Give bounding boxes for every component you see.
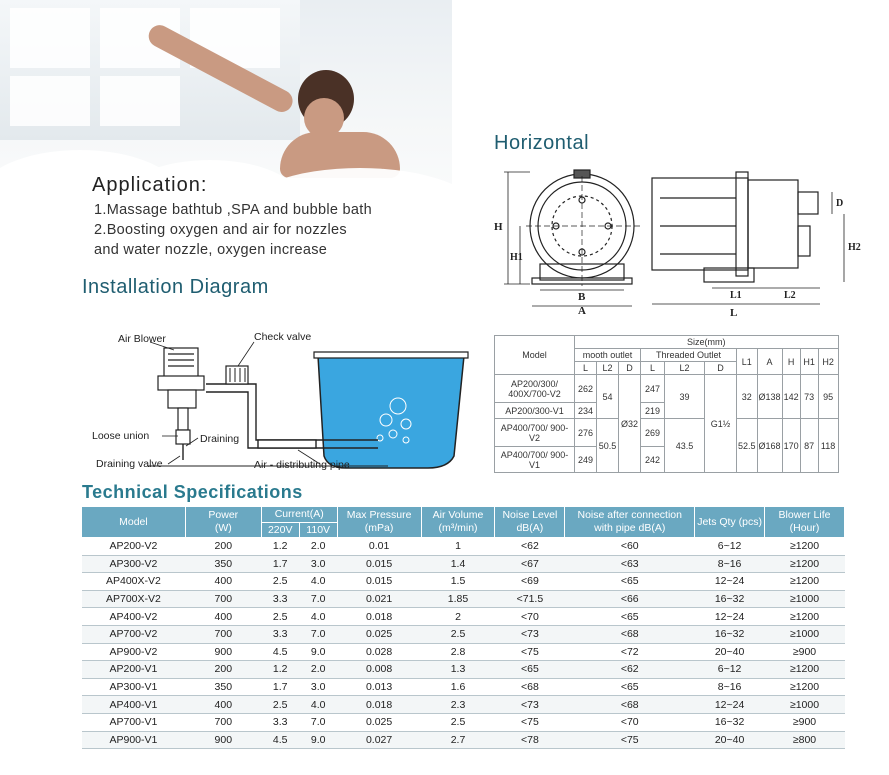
spec-cell: 1.2 [261, 661, 299, 679]
spec-cell-model: AP400-V2 [82, 608, 186, 626]
size-sub-l2-threaded: L2 [665, 362, 705, 375]
spec-cell: ≥1200 [765, 555, 845, 573]
dim-h1: H1 [510, 252, 523, 263]
spec-cell: 0.028 [337, 643, 421, 661]
dim-l1: L1 [730, 290, 742, 301]
spec-row [82, 608, 845, 626]
front-view [526, 170, 640, 286]
spec-cell: ≥1200 [765, 661, 845, 679]
spec-cell-model: AP400-V1 [82, 696, 186, 714]
size-sub-l-threaded: L [641, 362, 665, 375]
spec-cell: 400 [185, 696, 261, 714]
size-sub-l2: L2 [597, 362, 619, 375]
dim-d: D [836, 198, 844, 209]
spec-cell: <71.5 [495, 590, 565, 608]
size-cell: 52.5 [737, 419, 758, 473]
spec-cell: 0.013 [337, 678, 421, 696]
size-cell: Ø32 [619, 375, 641, 473]
spec-cell: <68 [565, 625, 695, 643]
spec-row [82, 643, 845, 661]
air-blower-icon [158, 348, 204, 444]
spec-cell: 6~12 [695, 538, 765, 556]
spec-cell: ≥800 [765, 731, 845, 749]
spec-cell: 400 [185, 573, 261, 591]
spec-cell: 7.0 [299, 590, 337, 608]
side-view [652, 172, 818, 282]
spec-cell: <65 [565, 678, 695, 696]
spec-cell: 2.5 [261, 696, 299, 714]
size-cell: 276 [575, 419, 597, 447]
spec-cell-model: AP700-V2 [82, 625, 186, 643]
spec-cell: 0.015 [337, 555, 421, 573]
spec-cell: 2.0 [299, 661, 337, 679]
spec-cell: <65 [495, 661, 565, 679]
size-cell: 219 [641, 403, 665, 419]
size-cell: 32 [737, 375, 758, 419]
spec-row [82, 678, 845, 696]
spec-cell: 1.7 [261, 555, 299, 573]
spec-cell: 8~16 [695, 678, 765, 696]
bathtub [318, 356, 464, 468]
spec-cell: 1.85 [421, 590, 495, 608]
spec-cell: 0.025 [337, 625, 421, 643]
spec-cell: 8~16 [695, 555, 765, 573]
spec-cell: ≥1000 [765, 696, 845, 714]
bath-photo [0, 0, 452, 272]
spec-row [82, 625, 845, 643]
spec-cell: <72 [565, 643, 695, 661]
spec-header-model: Model [82, 507, 186, 538]
spec-cell: <70 [565, 713, 695, 731]
size-cell: G1½ [705, 375, 737, 473]
dim-h: H [494, 221, 503, 233]
size-cell: Ø138 [757, 375, 782, 419]
spec-cell: 900 [185, 731, 261, 749]
size-cell: 39 [665, 375, 705, 419]
spec-cell: 7.0 [299, 713, 337, 731]
spec-cell: 0.015 [337, 573, 421, 591]
size-sub-d: D [619, 362, 641, 375]
size-model: AP200/300-V1 [495, 403, 575, 419]
size-header-a: A [757, 349, 782, 375]
spec-cell-model: AP900-V1 [82, 731, 186, 749]
spec-cell: 4.0 [299, 573, 337, 591]
spec-cell: 0.008 [337, 661, 421, 679]
spec-cell: 7.0 [299, 625, 337, 643]
spec-cell: 200 [185, 661, 261, 679]
spec-cell: 700 [185, 590, 261, 608]
spec-header-life: Blower Life (Hour) [765, 507, 845, 538]
spec-cell: <68 [565, 696, 695, 714]
spec-cell: <65 [565, 573, 695, 591]
spec-cell: 3.0 [299, 678, 337, 696]
size-model: AP400/700/ 900-V1 [495, 447, 575, 473]
application-line-1: 1.Massage bathtub ,SPA and bubble bath [94, 202, 372, 218]
spec-table-body [82, 538, 845, 749]
horizontal-title: Horizontal [494, 132, 590, 154]
spec-cell: <73 [495, 625, 565, 643]
spec-cell: 1.5 [421, 573, 495, 591]
spec-row [82, 590, 845, 608]
spec-cell: 1.2 [261, 538, 299, 556]
label-draining: Draining [200, 433, 240, 445]
spec-cell: 16~32 [695, 713, 765, 731]
size-cell: 87 [800, 419, 818, 473]
size-header-size: Size(mm) [575, 336, 839, 349]
spec-header-current: Current(A) [261, 507, 337, 523]
spec-row [82, 731, 845, 749]
spec-header-pressure: Max Pressure (mPa) [337, 507, 421, 538]
spec-cell: 900 [185, 643, 261, 661]
dim-b: B [578, 291, 586, 303]
spec-row [82, 555, 845, 573]
spec-cell: <78 [495, 731, 565, 749]
label-draining-valve: Draining valve [96, 458, 163, 470]
spec-row [82, 713, 845, 731]
spec-header-noise-pipe: Noise after connection with pipe dB(A) [565, 507, 695, 538]
spec-row [82, 573, 845, 591]
size-cell: 234 [575, 403, 597, 419]
spec-cell: 20~40 [695, 731, 765, 749]
size-cell: 262 [575, 375, 597, 403]
spec-cell: 9.0 [299, 731, 337, 749]
label-air-blower: Air Blower [118, 333, 166, 345]
spec-cell: 9.0 [299, 643, 337, 661]
dim-l2: L2 [784, 290, 796, 301]
size-header-h: H [782, 349, 800, 375]
spec-cell: 2.0 [299, 538, 337, 556]
spec-cell: 2.5 [421, 625, 495, 643]
spec-cell: 1.4 [421, 555, 495, 573]
spec-cell-model: AP900-V2 [82, 643, 186, 661]
spec-cell: <60 [565, 538, 695, 556]
horizontal-drawing [490, 168, 870, 318]
spec-cell: <75 [565, 731, 695, 749]
spec-header-power: Power (W) [185, 507, 261, 538]
window-backdrop [0, 0, 300, 140]
size-header-h1: H1 [800, 349, 818, 375]
spec-cell: <66 [565, 590, 695, 608]
spec-cell: 3.3 [261, 713, 299, 731]
spec-cell: 4.0 [299, 696, 337, 714]
spec-cell: 400 [185, 608, 261, 626]
spec-cell: ≥900 [765, 643, 845, 661]
size-table [494, 335, 839, 473]
spec-cell: 0.018 [337, 608, 421, 626]
size-header-h2: H2 [818, 349, 838, 375]
spec-cell: 2.5 [261, 608, 299, 626]
spec-cell: <62 [495, 538, 565, 556]
spec-cell: ≥1000 [765, 590, 845, 608]
application-line-3: and water nozzle, oxygen increase [94, 242, 328, 258]
spec-cell-model: AP200-V2 [82, 538, 186, 556]
spec-cell-model: AP200-V1 [82, 661, 186, 679]
spec-cell: 20~40 [695, 643, 765, 661]
size-cell: 54 [597, 375, 619, 419]
dim-h2: H2 [848, 242, 861, 253]
size-header-model: Model [495, 336, 575, 375]
spec-cell-model: AP700X-V2 [82, 590, 186, 608]
spec-cell: 0.027 [337, 731, 421, 749]
spec-cell: 200 [185, 538, 261, 556]
spec-cell: ≥1000 [765, 625, 845, 643]
size-cell: 242 [641, 447, 665, 473]
spec-cell: <69 [495, 573, 565, 591]
spec-cell: 350 [185, 555, 261, 573]
label-check-valve: Check valve [254, 331, 312, 343]
size-cell: 269 [641, 419, 665, 447]
spec-cell: 16~32 [695, 590, 765, 608]
spec-cell: ≥1200 [765, 678, 845, 696]
spec-cell: 6~12 [695, 661, 765, 679]
spec-cell: 16~32 [695, 625, 765, 643]
size-cell: 118 [818, 419, 838, 473]
spec-header-air-volume: Air Volume (m³/min) [421, 507, 495, 538]
spec-cell: <65 [565, 608, 695, 626]
installation-diagram [88, 328, 488, 478]
spec-cell: 1.6 [421, 678, 495, 696]
spec-cell: <75 [495, 643, 565, 661]
spec-cell-model: AP300-V1 [82, 678, 186, 696]
spec-table [81, 506, 845, 749]
spec-cell: 0.021 [337, 590, 421, 608]
spec-cell: 0.025 [337, 713, 421, 731]
spec-cell: 2 [421, 608, 495, 626]
spec-cell: 2.3 [421, 696, 495, 714]
spec-cell: ≥1200 [765, 538, 845, 556]
label-loose-union: Loose union [92, 430, 150, 442]
spec-cell: 2.7 [421, 731, 495, 749]
spec-cell: 3.0 [299, 555, 337, 573]
dim-l: L [730, 307, 738, 318]
spec-cell-model: AP400X-V2 [82, 573, 186, 591]
spec-cell: 1.7 [261, 678, 299, 696]
spec-cell: 2.5 [261, 573, 299, 591]
spec-cell: 2.5 [421, 713, 495, 731]
spec-cell: <63 [565, 555, 695, 573]
spec-cell: 12~24 [695, 696, 765, 714]
spec-cell: 4.5 [261, 643, 299, 661]
size-cell: 142 [782, 375, 800, 419]
spec-cell: 2.8 [421, 643, 495, 661]
spec-cell: 3.3 [261, 625, 299, 643]
size-cell: 95 [818, 375, 838, 419]
spec-cell: <70 [495, 608, 565, 626]
spec-cell: <73 [495, 696, 565, 714]
spec-row [82, 696, 845, 714]
spec-cell: 350 [185, 678, 261, 696]
spec-cell-model: AP300-V2 [82, 555, 186, 573]
spec-cell: 0.018 [337, 696, 421, 714]
spec-cell: 0.01 [337, 538, 421, 556]
spec-cell: ≥900 [765, 713, 845, 731]
spec-header-110v: 110V [299, 523, 337, 538]
size-model: AP400/700/ 900-V2 [495, 419, 575, 447]
spec-cell: 12~24 [695, 608, 765, 626]
size-cell: 249 [575, 447, 597, 473]
size-header-l1: L1 [737, 349, 758, 375]
tech-specs-title: Technical Specifications [82, 482, 303, 502]
spec-cell: 3.3 [261, 590, 299, 608]
spec-cell: <75 [495, 713, 565, 731]
size-cell: 43.5 [665, 419, 705, 473]
spec-cell: 700 [185, 713, 261, 731]
spec-row [82, 538, 845, 556]
size-cell: 50.5 [597, 419, 619, 473]
application-title: Application: [92, 174, 208, 196]
spec-cell: <67 [495, 555, 565, 573]
spec-cell-model: AP700-V1 [82, 713, 186, 731]
spec-cell: ≥1200 [765, 608, 845, 626]
spec-cell: <62 [565, 661, 695, 679]
size-cell: 73 [800, 375, 818, 419]
size-cell: Ø168 [757, 419, 782, 473]
dim-a: A [578, 305, 586, 317]
spec-cell: 12~24 [695, 573, 765, 591]
application-line-2: 2.Boosting oxygen and air for nozzles [94, 222, 347, 238]
spec-cell: <68 [495, 678, 565, 696]
label-air-distributing-pipe: Air - distributing pipe [254, 459, 350, 471]
size-header-threaded: Threaded Outlet [641, 349, 737, 362]
spec-header-220v: 220V [261, 523, 299, 538]
installation-diagram-title: Installation Diagram [82, 276, 269, 298]
size-sub-l: L [575, 362, 597, 375]
size-sub-d-threaded: D [705, 362, 737, 375]
spec-cell: 1 [421, 538, 495, 556]
size-cell: 247 [641, 375, 665, 403]
size-model: AP200/300/ 400X/700-V2 [495, 375, 575, 403]
size-cell: 170 [782, 419, 800, 473]
spec-cell: ≥1200 [765, 573, 845, 591]
spec-header-jets: Jets Qty (pcs) [695, 507, 765, 538]
spec-cell: 700 [185, 625, 261, 643]
spec-cell: 4.5 [261, 731, 299, 749]
spec-row [82, 661, 845, 679]
spec-cell: 1.3 [421, 661, 495, 679]
spec-cell: 4.0 [299, 608, 337, 626]
size-header-smooth: mooth outlet [575, 349, 641, 362]
spec-header-noise: Noise Level dB(A) [495, 507, 565, 538]
